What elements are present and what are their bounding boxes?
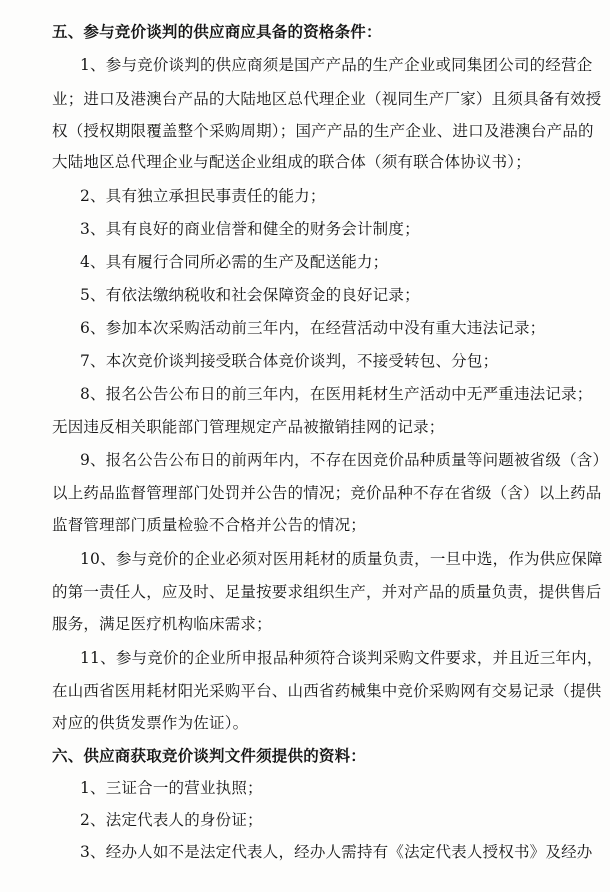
- item-1-line-1: 1、参与竞价谈判的供应商须是国产产品的生产企业或同集团公司的经营企: [80, 56, 593, 74]
- item-10-line-1: 10、参与竞价的企业必须对医用耗材的质量负责，一旦中选，作为供应保障: [80, 550, 603, 568]
- item-11-line-2: 在山西省医用耗材阳光采购平台、山西省药械集中竞价采购网有交易记录（提供: [52, 682, 602, 700]
- item-3: 3、具有良好的商业信誉和健全的财务会计制度；: [80, 220, 420, 238]
- section-6-item-1: 1、三证合一的营业执照；: [80, 779, 263, 797]
- item-2: 2、具有独立承担民事责任的能力；: [80, 187, 326, 205]
- item-11-line-3: 对应的供货发票作为佐证）。: [52, 714, 249, 732]
- item-8-line-1: 8、报名公告公布日的前三年内，在医用耗材生产活动中无严重违法记录；: [80, 385, 593, 403]
- item-10-line-3: 服务，满足医疗机构临床需求；: [52, 615, 272, 633]
- section-6-heading: 六、供应商获取竞价谈判文件须提供的资料：: [52, 746, 367, 765]
- item-10-line-2: 的第一责任人，应及时、足量按要求组织生产，并对产品的质量负责，提供售后: [52, 583, 602, 601]
- item-11-line-1: 11、参与竞价的企业所申报品种须符合谈判采购文件要求，并且近三年内，: [80, 649, 603, 667]
- section-5-heading: 五、参与竞价谈判的供应商应具备的资格条件：: [52, 22, 382, 41]
- item-9-line-1: 9、报名公告公布日的前两年内，不存在因竞价品种质量等问题被省级（含）: [80, 451, 609, 469]
- item-1-line-3: 权（授权期限覆盖整个采购周期）；国产产品的生产企业、进口及港澳台产品的: [52, 122, 594, 140]
- section-6-item-2: 2、法定代表人的身份证；: [80, 811, 263, 829]
- item-6: 6、参加本次采购活动前三年内，在经营活动中没有重大违法记录；: [80, 319, 546, 337]
- item-1-line-2: 业；进口及港澳台产品的大陆地区总代理企业（视同生产厂家）且须具备有效授: [52, 90, 602, 108]
- item-8-line-2: 无因违反相关职能部门管理规定产品被撤销挂网的记录；: [52, 418, 445, 436]
- section-6-item-3-line-1: 3、经办人如不是法定代表人，经办人需持有《法定代表人授权书》及经办: [80, 843, 593, 861]
- item-7: 7、本次竞价谈判接受联合体竞价谈判，不接受转包、分包；: [80, 352, 499, 370]
- item-1-line-4: 大陆地区总代理企业与配送企业组成的联合体（须有联合体协议书）；: [52, 153, 531, 171]
- item-4: 4、具有履行合同所必需的生产及配送能力；: [80, 253, 389, 271]
- item-9-line-2: 以上药品监督管理部门处罚并公告的情况；竞价品种不存在省级（含）以上药品: [52, 484, 602, 502]
- item-5: 5、有依法缴纳税收和社会保障资金的良好记录；: [80, 286, 420, 304]
- item-9-line-3: 监督管理部门质量检验不合格并公告的情况；: [52, 516, 367, 534]
